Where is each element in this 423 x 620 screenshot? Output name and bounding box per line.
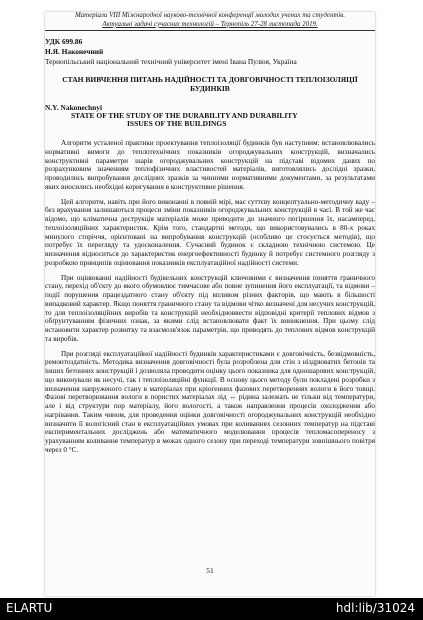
udk-code: УДК 699.86 (45, 37, 83, 47)
document-page (45, 12, 375, 596)
body-paragraph-4: При розгляді експлуатаційної надійності будинків характеристиками є довговічність, безвідмовність, ремонтоздатність. Методика визначення довговічності була розроблена для стін з ніздрюватих бетонів та інших бетонних конструкцій і дозволяла проводити оцінку цього показника для одношарових конструкцій, що виконували як несучі, так і теплоізоляційні функції. В основу цього методу були покладені розробки з визначення напруженого стану в матеріалах при кріогенних фазових перетвореннях вологи в його товщі. Фазові перетворювання вологи в пористих матеріалах лід ↔ рідина залежать не тільки від температури, але і від структури пор матеріалу, його вологості, а також направлення процесів охолодження або нагрівання. Таким чином, для проведення оцінки довговічності огороджувальних конструкцій необхідно визначити її вологісний стан в експлуатаційних умовах при коливаннях сезонних температур на підставі експериментальних досліджень або математичного моделювання процесів тепломасопереносу з урахуванням коливання температур в межах одного сезону при переході температури зовнішнього повітря через 0 °C. (45, 349, 375, 454)
conference-header-line-1: Матеріали VІІІ Міжнародної науково-технічної конференції молодих учених та студентів. (75, 12, 345, 19)
handle-id: hdl:lib/31024 (335, 601, 415, 615)
body-paragraph-2: Цей алгоритм, навіть при його виконанні в повній мірі, має суттєву концептуально-методичну ваду – без врахування залишаються процеси зміни показників огороджувальних конструкцій в часі. В той же час відомо, що кліматична деструкція матеріалів може приводити до значного погіршення їх, насамперед, теплоізоляційних характеристик. Крім того, стандартні методи, що використовувались в 80-х роках минулого сторіччя, орієнтовані на випробування конструкцій (особливо це стосується методів), що потребує їх перегляду та удосконалення. Сучасний будинок є складною технічною системою. Це визначення відноситься до характеристик енергоефективності будинку й потребує системного розгляду з розробкою принципів оцінювання показників експлуатаційної надійності системи. (45, 197, 375, 267)
page-number: 51 (206, 566, 214, 575)
author-name-en: N.Y. Nakonechnyi (45, 102, 103, 112)
repository-name: ELARTU (6, 601, 53, 615)
conference-header-line-2: Актуальні задачі сучасних технологій – Тернопіль 27-28 листопада 2019. (102, 20, 318, 28)
article-title-en-line-2: ISSUES OF THE BUILDINGS (127, 119, 227, 129)
conference-header (45, 12, 375, 31)
body-paragraph-3: При оцінюванні надійності будівельних конструкцій ключовими є визначення поняття граничного стану, перехід об'єкту до якого обумовлює тимчасове або повне зупинення його експлуатації, та відмови – події порушення працездатного стану об'єкту під впливом різних факторів, що мають в більшості випадковий характер. Якщо поняття граничного стану та відмови чітко визначені для несучих конструкцій, то для теплоізоляційних виробів та конструкцій необхідноввести відповідні критерії теплових відмов з обґрунтуванням фізичних ознак, за якими слід встановлювати факт їх виникнення. При цьому слід встановити характер розвитку та взаємозв'язок параметрів, що приводять до теплових відмов конструкцій та виробів. (45, 273, 375, 343)
article-title-ua: СТАН ВИВЧЕННЯ ПИТАНЬ НАДІЙНОСТІ ТА ДОВГОВІЧНОСТІ ТЕПЛОІЗОЛЯЦІЇ БУДИНКІВ (62, 75, 358, 93)
article-body (45, 139, 375, 455)
article-title-en-line-1: STATE OF THE STUDY OF THE DURABILITY AND DURABILITY (71, 110, 298, 120)
author-affiliation: Тернопільський національний технічний університет імені Івана Пулюя, Україна (45, 57, 297, 67)
author-name: Н.Я. Наконечний (45, 47, 104, 57)
body-paragraph-1: Алгоритм усталеної практики проектування теплоізоляції будинків був наступним: встановлювались нормативні вимоги до теплотехнічних показників огороджувальних конструкцій, визначались конструктивні параметри шарів огороджувальних конструкцій на підставі відомих даних по розрахунковим значенням теплофізичних властивостей матеріалів, виготовлялись дослідні зразки, проводились випробування дослідних зразків за чинними нормативними документами, за результатами яких вносились необхідні коригування в конструктивне рішення. (45, 139, 375, 191)
repository-footer-bar (0, 598, 423, 620)
